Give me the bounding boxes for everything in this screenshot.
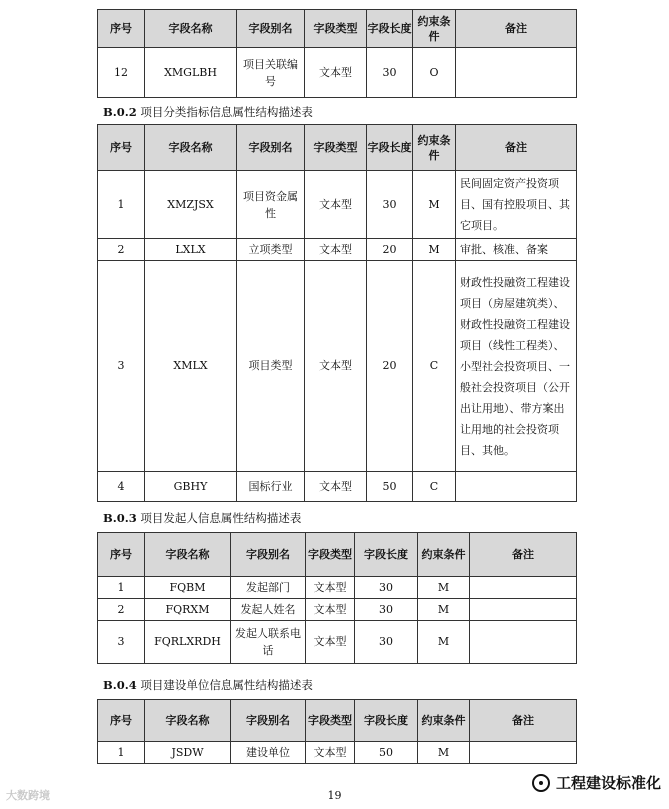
cell-constraint: O [413, 48, 456, 98]
cell-field-length: 30 [355, 577, 418, 599]
cell-constraint: M [418, 742, 470, 764]
cell-field-name: FQRXM [145, 599, 231, 621]
table-row [98, 171, 577, 239]
table-row [98, 621, 577, 664]
cell-field-alias: 发起部门 [231, 577, 306, 599]
table-caption-b02 [103, 104, 313, 120]
caption-number: B.0.2 [103, 105, 137, 119]
cell-index: 4 [98, 472, 145, 502]
cell-field-length: 30 [367, 171, 413, 239]
table-row [98, 48, 577, 98]
cell-note [470, 577, 577, 599]
table-header-row [98, 533, 577, 577]
cell-field-type: 文本型 [305, 239, 367, 261]
cell-note: 财政性投融资工程建设项目（房屋建筑类）、财政性投融资工程建设项目（线性工程类）、小型社会投资项目、一般社会投资项目（公开出让用地）、带方案出让用地的社会投资项目、其他。 [456, 261, 577, 472]
cell-field-alias: 国标行业 [237, 472, 305, 502]
table-row [98, 742, 577, 764]
header-cell: 约束条件 [418, 533, 470, 577]
header-cell: 约束条件 [418, 700, 470, 742]
cell-index: 3 [98, 621, 145, 664]
caption-number: B.0.3 [103, 511, 137, 525]
header-cell: 字段名称 [145, 700, 231, 742]
table-caption-b03 [103, 510, 301, 526]
cell-constraint: M [418, 621, 470, 664]
caption-text: 项目分类指标信息属性结构描述表 [140, 105, 313, 119]
header-cell: 字段类型 [305, 10, 367, 48]
cell-field-alias: 项目资金属性 [237, 171, 305, 239]
cell-constraint: M [413, 239, 456, 261]
header-cell: 字段长度 [367, 125, 413, 171]
cell-field-type: 文本型 [306, 621, 355, 664]
cell-field-name: FQRLXRDH [145, 621, 231, 664]
cell-field-type: 文本型 [305, 261, 367, 472]
header-cell: 约束条件 [413, 10, 456, 48]
header-cell: 序号 [98, 533, 145, 577]
table-caption-b04 [103, 677, 313, 693]
cell-field-length: 20 [367, 239, 413, 261]
cell-field-length: 30 [355, 599, 418, 621]
cell-field-name: JSDW [145, 742, 231, 764]
cell-field-length: 20 [367, 261, 413, 472]
cell-field-type: 文本型 [305, 48, 367, 98]
cell-field-name: XMLX [145, 261, 237, 472]
cell-field-name: XMZJSX [145, 171, 237, 239]
watermark-right-text: 工程建设标准化 [555, 774, 661, 792]
cell-field-length: 30 [355, 621, 418, 664]
cell-note [470, 621, 577, 664]
table-b02 [97, 124, 577, 502]
table-b03 [97, 532, 577, 664]
caption-text: 项目发起人信息属性结构描述表 [140, 511, 302, 525]
cell-field-alias: 立项类型 [237, 239, 305, 261]
cell-field-alias: 项目关联编号 [237, 48, 305, 98]
header-cell: 字段名称 [145, 10, 237, 48]
cell-field-type: 文本型 [306, 599, 355, 621]
cell-field-alias: 发起人联系电话 [231, 621, 306, 664]
header-cell: 字段类型 [305, 125, 367, 171]
page-number: 19 [327, 789, 342, 802]
header-cell: 字段类型 [306, 533, 355, 577]
cell-index: 2 [98, 599, 145, 621]
header-cell: 备注 [456, 125, 577, 171]
cell-field-type: 文本型 [305, 171, 367, 239]
table-header-row [98, 10, 577, 48]
header-cell: 字段别名 [237, 125, 305, 171]
header-cell: 序号 [98, 10, 145, 48]
cell-constraint: M [413, 171, 456, 239]
header-cell: 备注 [456, 10, 577, 48]
cell-field-type: 文本型 [306, 577, 355, 599]
table-header-row [98, 700, 577, 742]
cell-field-alias: 建设单位 [231, 742, 306, 764]
caption-text: 项目建设单位信息属性结构描述表 [140, 678, 313, 692]
header-cell: 字段别名 [231, 700, 306, 742]
header-cell: 字段名称 [145, 533, 231, 577]
wechat-icon [532, 774, 550, 792]
cell-constraint: C [413, 261, 456, 472]
caption-number: B.0.4 [103, 678, 137, 692]
cell-index: 1 [98, 577, 145, 599]
table-b04 [97, 699, 577, 764]
table-b01-continued [97, 9, 577, 98]
cell-note [470, 599, 577, 621]
header-cell: 序号 [98, 125, 145, 171]
header-cell: 备注 [470, 700, 577, 742]
cell-field-type: 文本型 [306, 742, 355, 764]
header-cell: 字段长度 [367, 10, 413, 48]
cell-field-name: XMGLBH [145, 48, 237, 98]
cell-note: 审批、核准、备案 [456, 239, 577, 261]
cell-note [456, 48, 577, 98]
cell-index: 2 [98, 239, 145, 261]
header-cell: 字段别名 [231, 533, 306, 577]
cell-note [456, 472, 577, 502]
table-row [98, 261, 577, 472]
table-header-row [98, 125, 577, 171]
header-cell: 序号 [98, 700, 145, 742]
cell-field-type: 文本型 [305, 472, 367, 502]
cell-field-name: GBHY [145, 472, 237, 502]
header-cell: 字段长度 [355, 700, 418, 742]
cell-index: 12 [98, 48, 145, 98]
header-cell: 字段名称 [145, 125, 237, 171]
header-cell: 备注 [470, 533, 577, 577]
header-cell: 字段类型 [306, 700, 355, 742]
header-cell: 约束条件 [413, 125, 456, 171]
table-row [98, 577, 577, 599]
cell-constraint: C [413, 472, 456, 502]
table-row [98, 599, 577, 621]
watermark-left: 大数跨境 [6, 789, 50, 802]
table-row [98, 472, 577, 502]
cell-index: 1 [98, 171, 145, 239]
cell-field-name: LXLX [145, 239, 237, 261]
cell-field-name: FQBM [145, 577, 231, 599]
header-cell: 字段长度 [355, 533, 418, 577]
cell-note [470, 742, 577, 764]
header-cell: 字段别名 [237, 10, 305, 48]
cell-field-length: 30 [367, 48, 413, 98]
cell-constraint: M [418, 599, 470, 621]
cell-field-length: 50 [367, 472, 413, 502]
cell-note: 民间固定资产投资项目、国有控股项目、其它项目。 [456, 171, 577, 239]
table-row [98, 239, 577, 261]
watermark-right [532, 772, 661, 793]
cell-index: 3 [98, 261, 145, 472]
cell-field-alias: 项目类型 [237, 261, 305, 472]
cell-field-length: 50 [355, 742, 418, 764]
cell-field-alias: 发起人姓名 [231, 599, 306, 621]
cell-constraint: M [418, 577, 470, 599]
cell-index: 1 [98, 742, 145, 764]
